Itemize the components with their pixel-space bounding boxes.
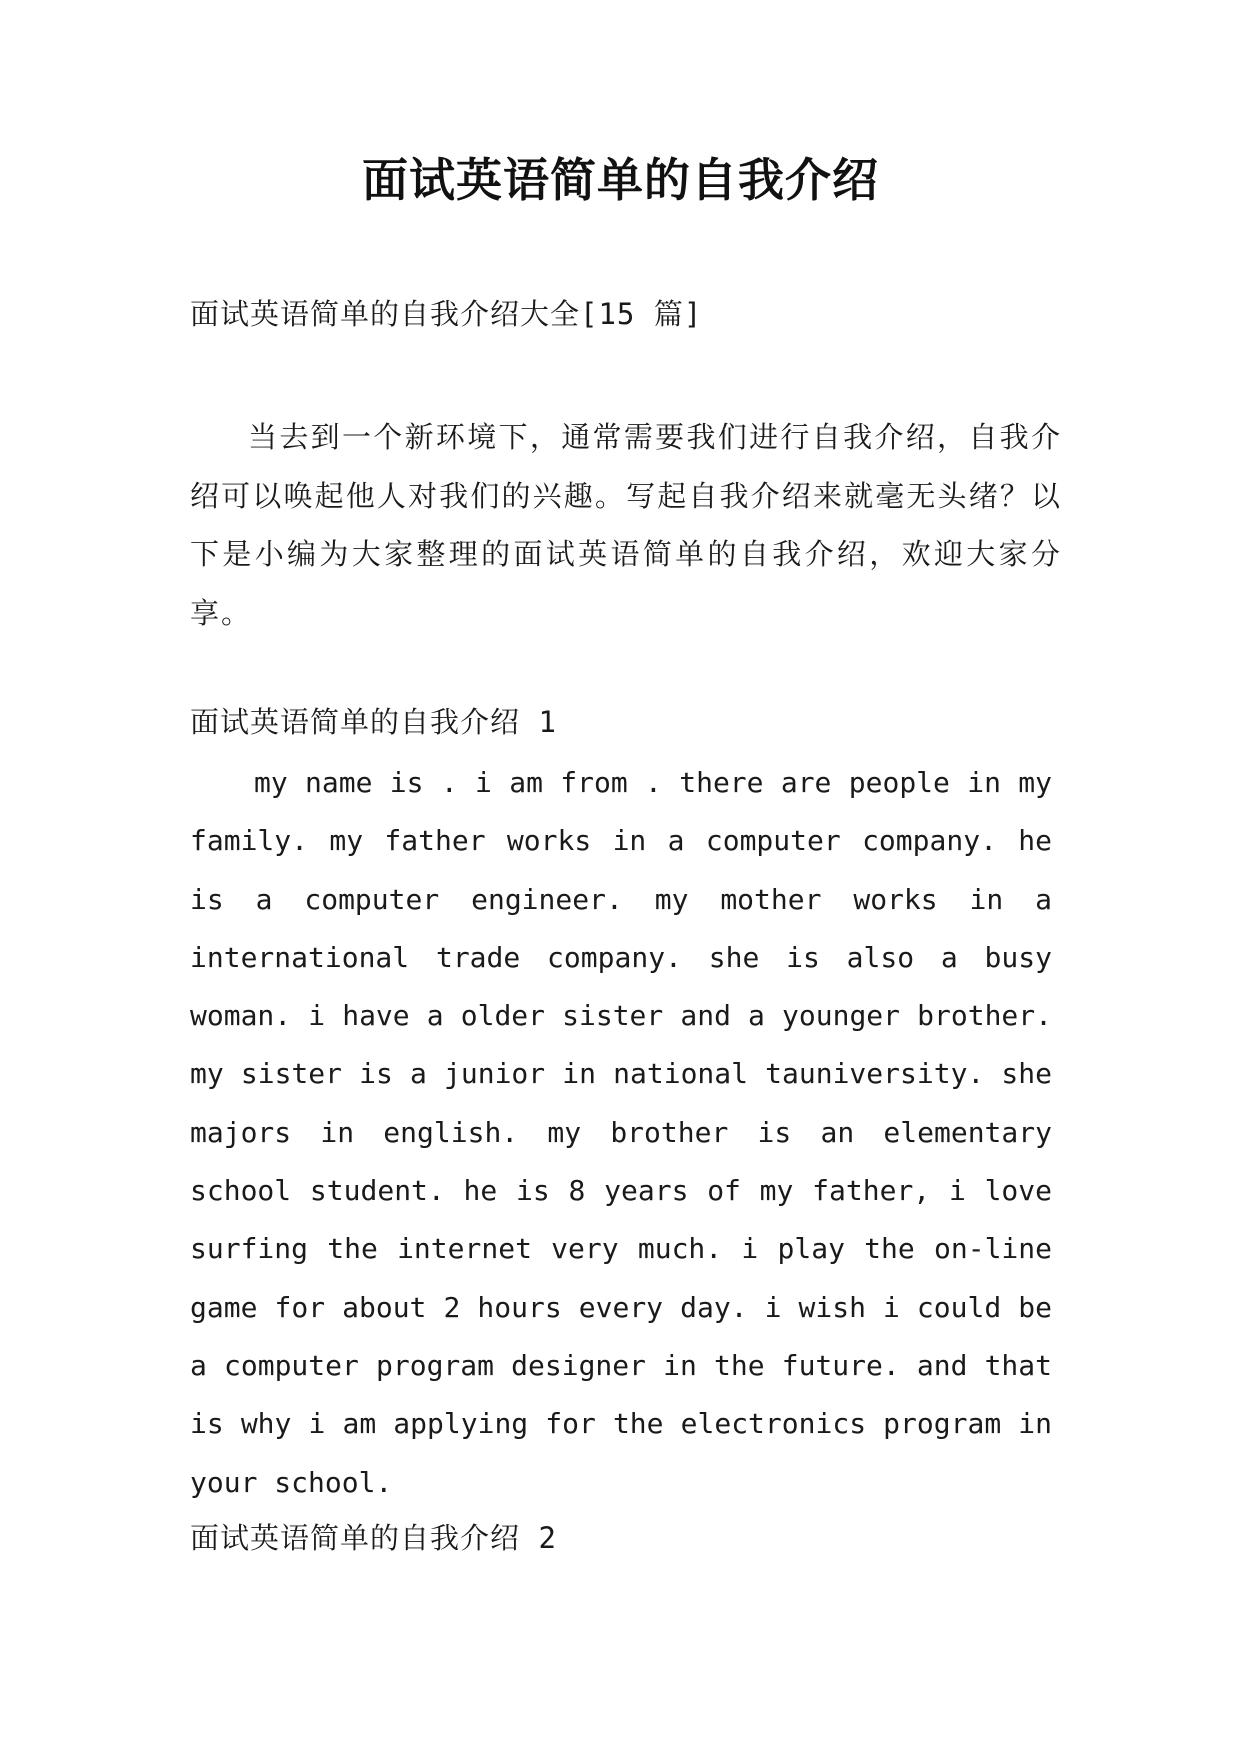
section-paragraph-1: my name is . i am from . there are people in my family. my father works in a computer company. he is a computer engineer. my mother works in a international trade company. she is also a busy woman. i have a older sister and a younger brother. my sister is a junior in national tauniversity. she majors in english. my brother is an elementary school student. he is 8 years of my father, i love surfing the internet very much. i play the on-line game for about 2 hours every day. i wish i could be a computer program designer in the future. and that is why i am applying for the electronics program in your school. [190, 766, 1052, 1499]
document-title: 面试英语简单的自我介绍 [362, 153, 879, 207]
section-heading-1: 面试英语简单的自我介绍 1 [190, 705, 557, 739]
section-heading-2: 面试英语简单的自我介绍 2 [190, 1521, 557, 1555]
document-subtitle: 面试英语简单的自我介绍大全[15 篇] [190, 297, 703, 331]
intro-paragraph: 当去到一个新环境下，通常需要我们进行自我介绍，自我介绍可以唤起他人对我们的兴趣。写起自我介绍来就毫无头绪？以下是小编为大家整理的面试英语简单的自我介绍，欢迎大家分享。 [190, 420, 1062, 630]
